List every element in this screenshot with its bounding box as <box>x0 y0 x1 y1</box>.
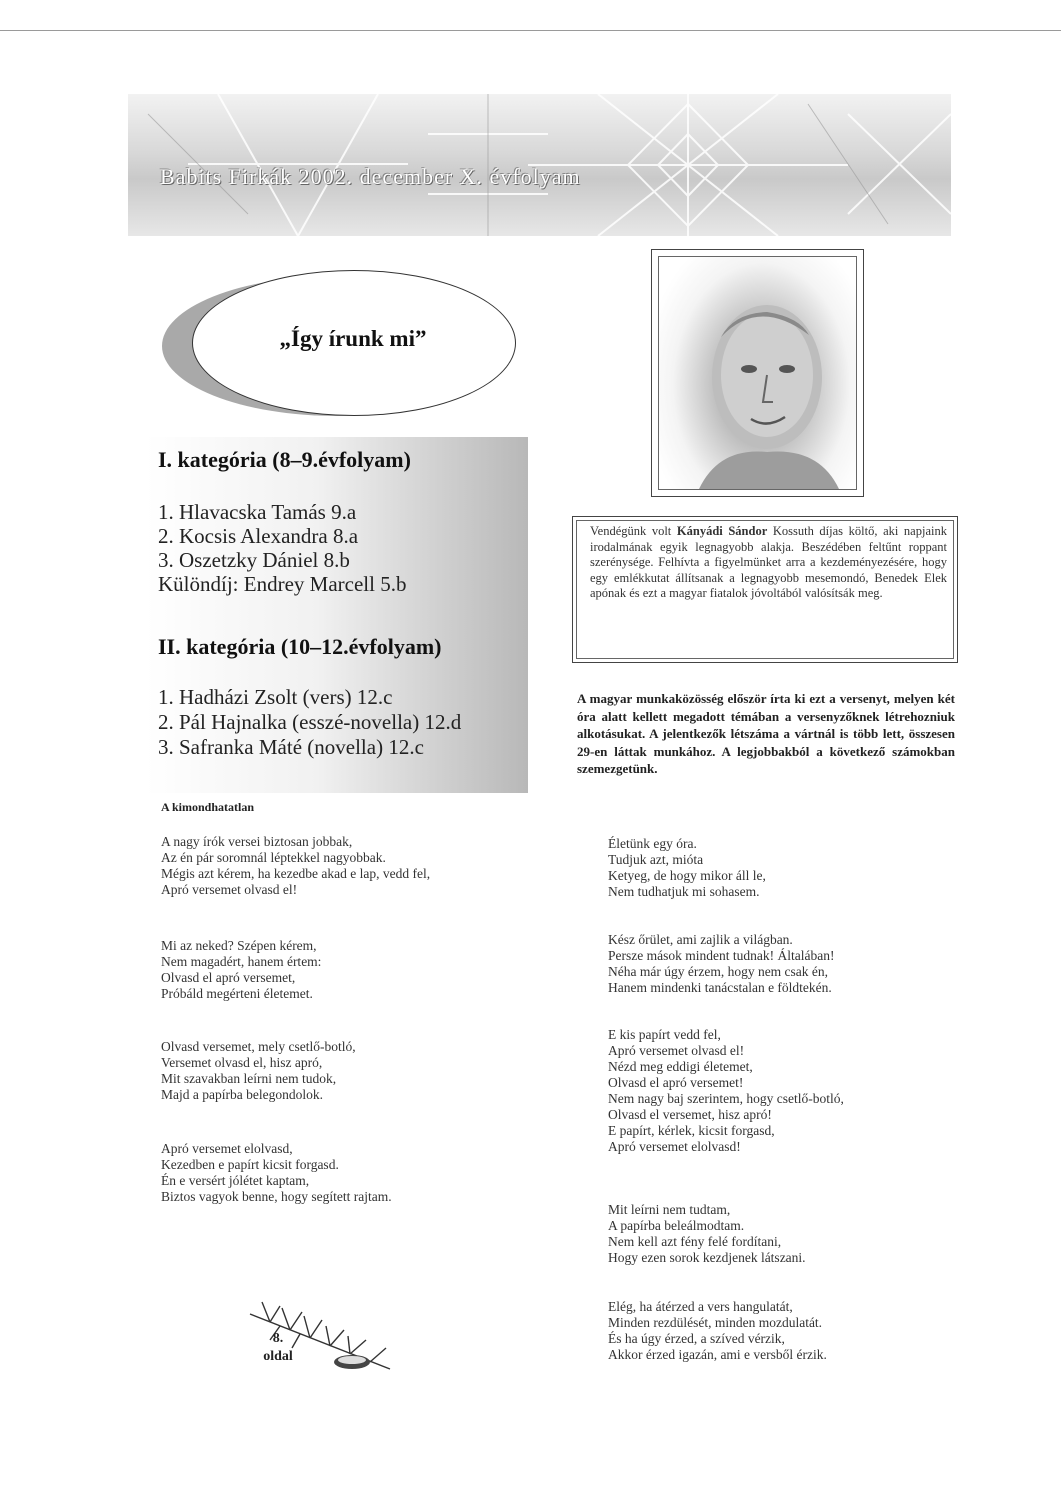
poem-line: A nagy írók versei biztosan jobbak, <box>161 834 353 849</box>
poem-line: Majd a papírba belegondolok. <box>161 1087 323 1102</box>
poem-line: Versemet olvasd el, hisz apró, <box>161 1055 323 1070</box>
poem-line: Nézd meg eddigi életemet, <box>608 1059 753 1074</box>
poem-line: Tudjuk azt, mióta <box>608 852 704 867</box>
poem-line: Én e versért jólétet kaptam, <box>161 1173 310 1188</box>
result-item: 1. Hlavacska Tamás 9.a <box>158 500 357 524</box>
special-prize: Különdíj: Endrey Marcell 5.b <box>158 572 407 596</box>
results-panel <box>146 437 528 793</box>
poem-stanza <box>161 1141 392 1205</box>
poem-line: Kész őrület, ami zajlik a világban. <box>608 932 793 947</box>
poem-line: Hogy ezen sorok kezdjenek látszani. <box>608 1250 806 1265</box>
poem-line: Ketyeg, de hogy mikor áll le, <box>608 868 766 883</box>
poem-stanza <box>608 836 766 900</box>
poem-line: Nem kell azt fény felé fordítani, <box>608 1234 782 1249</box>
poem-line: Persze mások mindent tudnak! Általában! <box>608 948 835 963</box>
page-number-label: oldal <box>263 1349 293 1364</box>
banner-title: Babits Firkák 2002. december X. évfolyam <box>160 164 581 189</box>
result-item: 2. Kocsis Alexandra 8.a <box>158 524 359 548</box>
portrait-photo-frame <box>651 249 864 497</box>
poem-line: Nem nagy baj szerintem, hogy csetlő-botló, <box>608 1091 844 1106</box>
header-banner <box>128 94 951 236</box>
poem-line: Minden rezdülését, minden mozdulatát. <box>608 1315 823 1330</box>
poem-line: Nem tudhatjuk mi sohasem. <box>608 884 760 899</box>
poem-line: Nem magadért, hanem értem: <box>161 954 322 969</box>
poem-stanza <box>608 1202 806 1266</box>
result-item: 3. Oszetzky Dániel 8.b <box>158 548 350 572</box>
poem-line: Néha már úgy érzem, hogy nem csak én, <box>608 964 829 979</box>
result-item: 2. Pál Hajnalka (esszé-novella) 12.d <box>158 710 462 734</box>
poem-stanza <box>608 1299 827 1363</box>
caption-text: Kossuth díjas költő, aki napjaink irodalmának egyik legnagyobb alakja. Beszédében feltűnt roppant szerénysége. Felhívta a figyelmünket arra a kezdeményezésére, hogy egy emlékkutat állítsanak a legnagyobb mesemondó, Benedek Elek apónak és ezt a magyar fiatalok jóvoltából valósítsák meg. <box>590 524 947 600</box>
poem-stanza <box>608 932 834 996</box>
poem-line: Biztos vagyok benne, hogy segített rajtam. <box>161 1189 392 1204</box>
page-number-value: 8. <box>272 1331 284 1346</box>
category-title: II. kategória (10–12.évfolyam) <box>158 634 442 659</box>
result-item: 3. Safranka Máté (novella) 12.c <box>158 735 424 759</box>
poem-stanza <box>161 1039 356 1103</box>
result-item: 1. Hadházi Zsolt (vers) 12.c <box>158 685 393 709</box>
intro-paragraph: A magyar munkaközösség először írta ki ezt a versenyt, melyen két óra alatt kellett megadott témában a versenyzőknek létrehozniuk alkotásukat. A jelentkezők létszáma a vártnál is több lett, összesen 29-en láttak munkához. A legjobbakból a következő számokban szemezgetünk. <box>577 691 955 776</box>
poem-line: Hanem mindenki tanácstalan e földtekén. <box>608 980 832 995</box>
section-title: „Így írunk mi” <box>279 326 427 351</box>
poem-line: Kezedben e papírt kicsit forgasd. <box>161 1157 339 1172</box>
poem-line: Mit leírni nem tudtam, <box>608 1202 731 1217</box>
poem-line: Életünk egy óra. <box>608 836 697 851</box>
poem-line: A papírba beleálmodtam. <box>608 1218 745 1233</box>
poem-line: Elég, ha átérzed a vers hangulatát, <box>608 1299 793 1314</box>
poem-stanza <box>608 1027 844 1155</box>
poem-line: Apró versemet olvasd el! <box>608 1043 745 1058</box>
photo-caption-box <box>572 516 958 663</box>
top-rule <box>0 30 1061 31</box>
poem-line: Olvasd el apró versemet! <box>608 1075 744 1090</box>
poem-stanza <box>161 834 430 898</box>
poem-title: A kimondhatatlan <box>161 800 255 814</box>
poem-line: E kis papírt vedd fel, <box>608 1027 721 1042</box>
portrait-photo <box>658 256 857 490</box>
photo-caption <box>576 520 954 659</box>
poem-line: Olvasd versemet, mely csetlő-botló, <box>161 1039 356 1054</box>
poem-line: Az én pár soromnál léptekkel nagyobbak. <box>161 850 386 865</box>
page-number <box>258 1330 298 1366</box>
category-title: I. kategória (8–9.évfolyam) <box>158 447 411 472</box>
poem-stanza <box>161 938 321 1002</box>
poem-line: Apró versemet elolvasd, <box>161 1141 293 1156</box>
poem-line: Mit szavakban leírni nem tudok, <box>161 1071 337 1086</box>
poem-line: Apró versemet olvasd el! <box>161 882 298 897</box>
poem-line: Akkor érzed igazán, ami e versből érzik. <box>608 1347 827 1362</box>
poem-line: Olvasd el versemet, hisz apró! <box>608 1107 772 1122</box>
poem-line: Mi az neked? Szépen kérem, <box>161 938 317 953</box>
portrait-sketch <box>659 257 856 489</box>
poem-line: Olvasd el apró versemet, <box>161 970 296 985</box>
poem-line: És ha úgy érzed, a szíved vérzik, <box>608 1331 785 1346</box>
caption-text: Vendégünk volt <box>590 524 677 538</box>
poem-line: Apró versemet elolvasd! <box>608 1139 741 1154</box>
poem-line: Próbáld megérteni életemet. <box>161 986 313 1001</box>
poem-line: Mégis azt kérem, ha kezedbe akad e lap, vedd fel, <box>161 866 431 881</box>
guest-name: Kányádi Sándor <box>676 524 768 538</box>
poem-line: E papírt, kérlek, kicsit forgasd, <box>608 1123 775 1138</box>
